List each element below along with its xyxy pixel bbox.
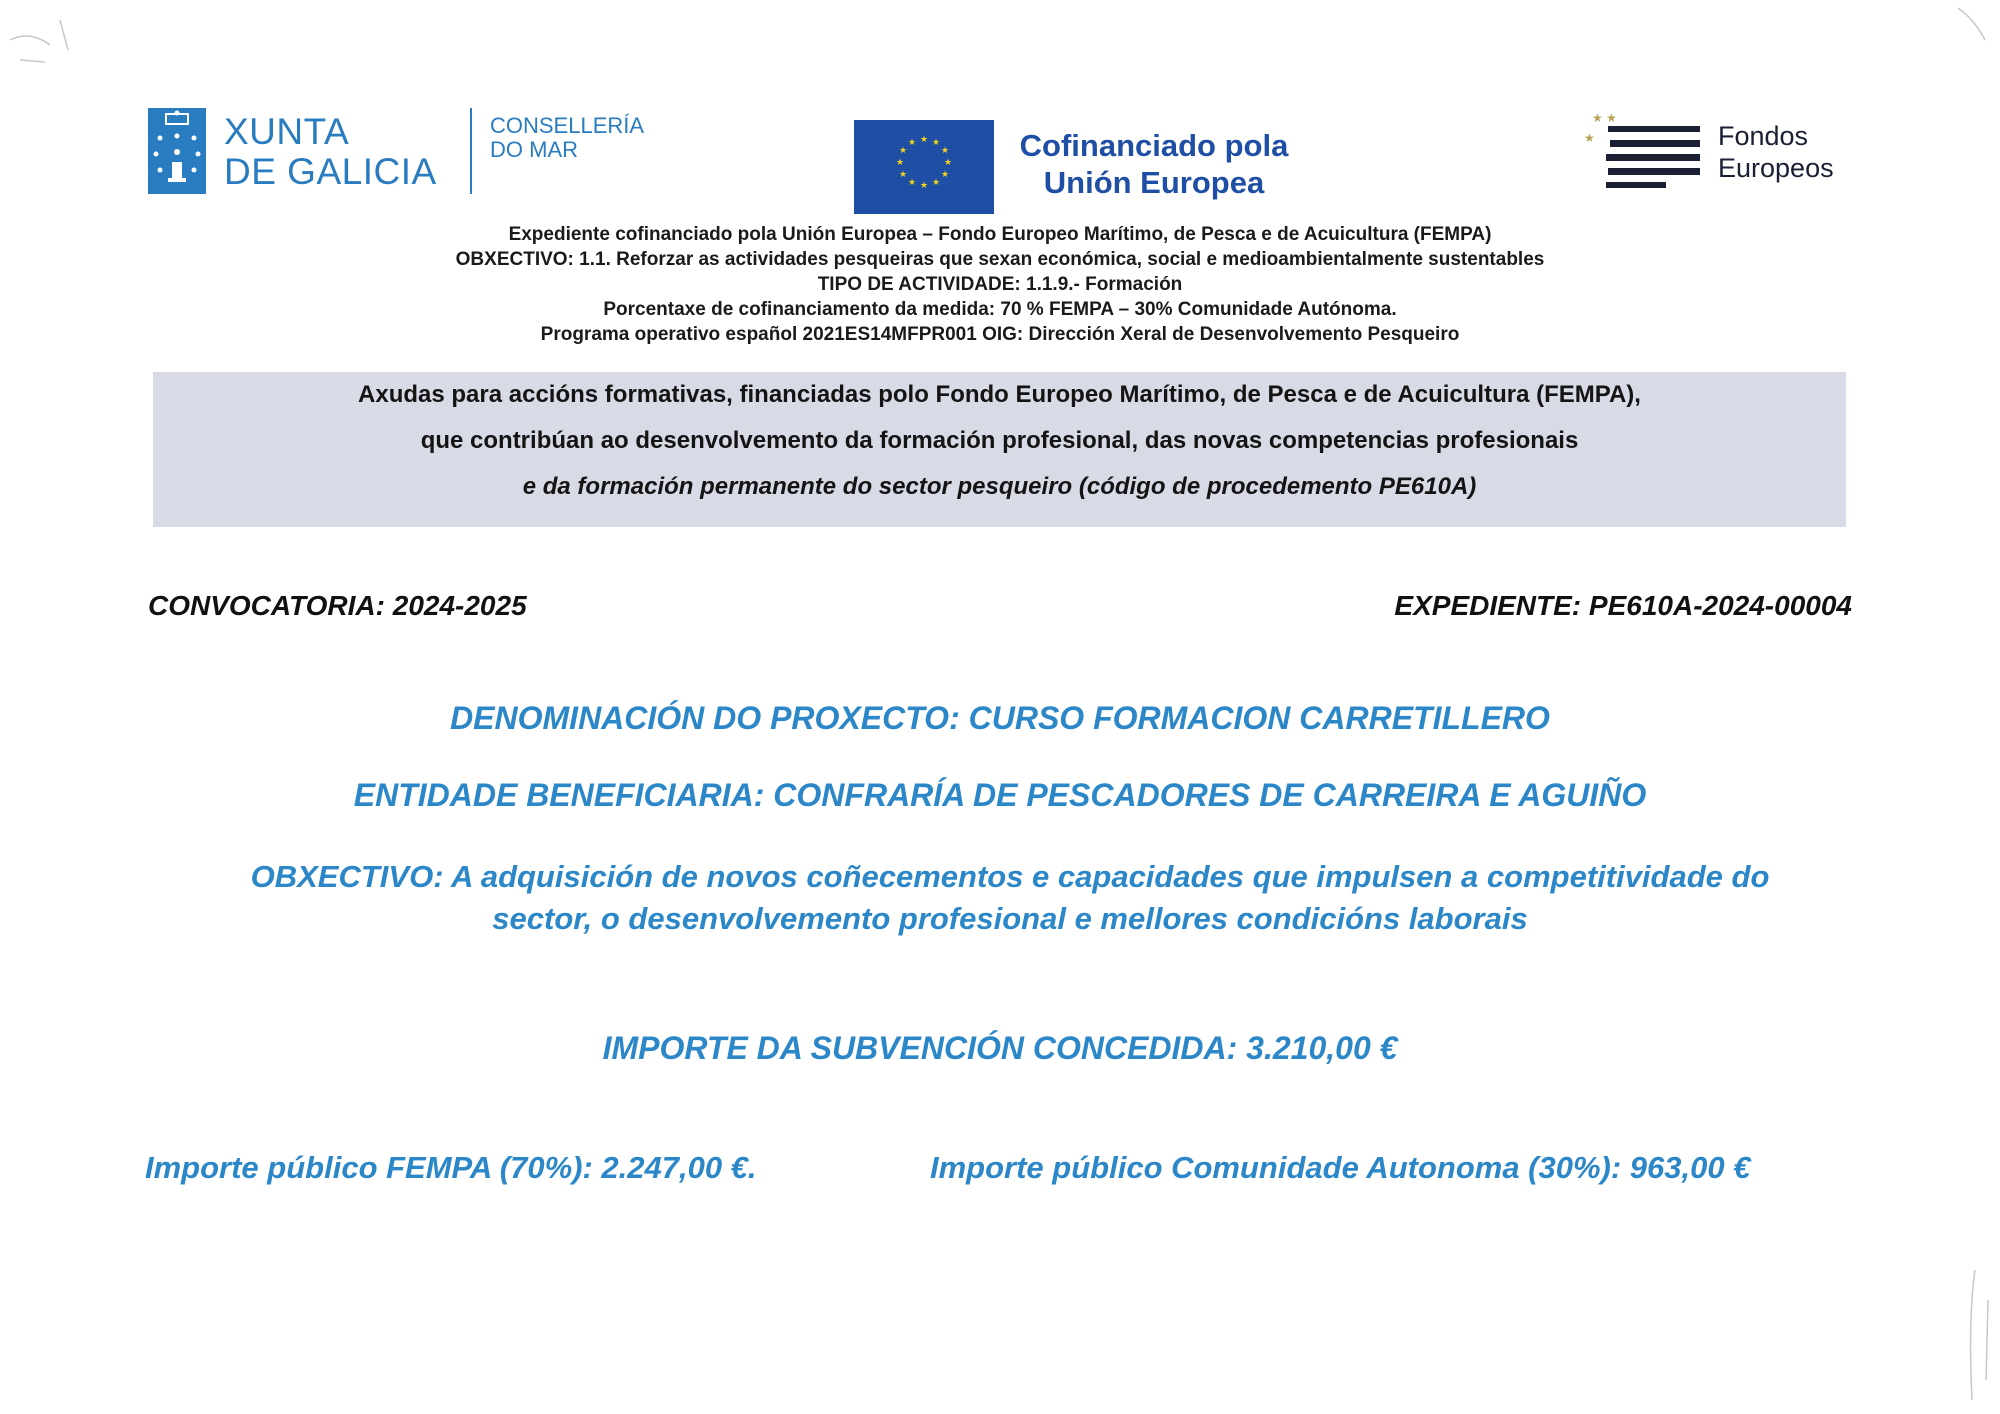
svg-text:★: ★ [919, 135, 929, 145]
info-line: TIPO DE ACTIVIDADE: 1.1.9.- Formación [817, 274, 1183, 295]
objective-text [160, 856, 1860, 940]
svg-text:★: ★ [1592, 111, 1603, 125]
fondos-line1: Fondos [1718, 121, 1809, 151]
svg-text:★: ★ [907, 138, 917, 148]
comunidade-amount: Importe público Comunidade Autonoma (30%): 963,00 € [930, 1150, 1751, 1185]
info-line: Expediente cofinanciado pola Unión Europea – Fondo Europeo Marítimo, de Pesca e de Acuicultura (FEMPA) [508, 224, 1492, 245]
objective-line2: sector, o desenvolvemento profesional e mellores condicións laborais [492, 901, 1528, 936]
expediente-label: EXPEDIENTE: PE610A-2024-00004 [1394, 590, 1852, 621]
xunta-logo-text [224, 112, 437, 192]
info-line: Porcentaxe de cofinanciamento da medida: 70 % FEMPA – 30% Comunidade Autónoma. [603, 299, 1397, 320]
axudas-box-text [153, 372, 1846, 510]
fempa-amount: Importe público FEMPA (70%): 2.247,00 €. [145, 1150, 757, 1185]
svg-text:★: ★ [907, 178, 917, 188]
eu-cofinanciado-text [1014, 127, 1294, 201]
svg-text:★: ★ [898, 170, 908, 180]
xunta-line1: XUNTA [224, 111, 350, 152]
info-line: Programa operativo español 2021ES14MFPR001 OIG: Dirección Xeral de Desenvolvemento Pesqueiro [540, 324, 1460, 345]
eu-flag-icon [854, 120, 994, 214]
logo-divider [470, 108, 472, 194]
svg-text:★: ★ [931, 138, 941, 148]
box-line1: Axudas para accións formativas, financiadas polo Fondo Europeo Marítimo, de Pesca e de Acuicultura (FEMPA), [358, 381, 1641, 408]
header-info-block [250, 222, 1750, 347]
conselleria-line2: DO MAR [490, 137, 578, 162]
eu-line1: Cofinanciado pola [1019, 128, 1289, 163]
svg-text:★: ★ [940, 170, 950, 180]
xunta-emblem-icon [148, 108, 206, 194]
fondos-europeos-icon [1578, 108, 1702, 194]
svg-text:★: ★ [940, 146, 950, 156]
svg-text:★: ★ [895, 158, 905, 168]
svg-text:★: ★ [919, 181, 929, 191]
fondos-europeos-text [1718, 120, 1834, 184]
svg-text:★: ★ [1584, 131, 1595, 145]
beneficiary-entity: ENTIDADE BENEFICIARIA: CONFRARÍA DE PESCADORES DE CARREIRA E AGUIÑO [353, 777, 1647, 813]
box-line2: que contribúan ao desenvolvemento da formación profesional, das novas competencias profesionais [420, 427, 1579, 454]
info-line: OBXECTIVO: 1.1. Reforzar as actividades pesqueiras que sexan económica, social e medioambientalmente sustentables [455, 249, 1545, 270]
objective-line1: OBXECTIVO: A adquisición de novos coñecementos e capacidades que impulsen a competitividade do [250, 859, 1770, 894]
svg-text:★: ★ [898, 146, 908, 156]
svg-text:★: ★ [1606, 111, 1617, 125]
subsidy-amount: IMPORTE DA SUBVENCIÓN CONCEDIDA: 3.210,00 € [602, 1030, 1398, 1066]
svg-text:★: ★ [931, 178, 941, 188]
eu-line2: Unión Europea [1043, 165, 1265, 200]
project-name: DENOMINACIÓN DO PROXECTO: CURSO FORMACION CARRETILLERO [450, 700, 1550, 736]
svg-text:★: ★ [943, 158, 953, 168]
xunta-line2: DE GALICIA [224, 151, 437, 192]
conselleria-logo-text [490, 114, 644, 162]
convocatoria-label: CONVOCATORIA: 2024-2025 [148, 590, 527, 621]
conselleria-line1: CONSELLERÍA [490, 113, 645, 138]
fondos-line2: Europeos [1718, 153, 1834, 183]
box-line3: e da formación permanente do sector pesqueiro (código de procedemento PE610A) [522, 473, 1477, 500]
